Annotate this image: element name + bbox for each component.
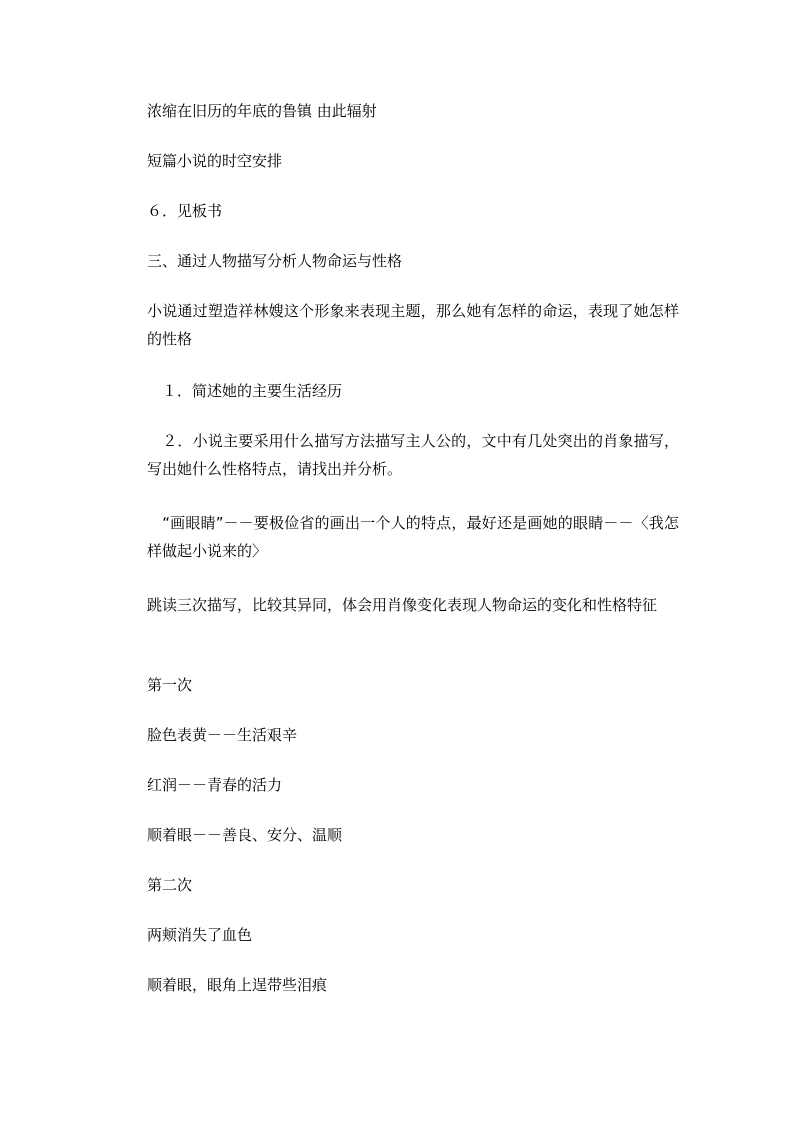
label-second-time: 第二次 bbox=[147, 876, 193, 894]
paragraph-tear-marks: 顺着眼，眼角上逞带些泪痕 bbox=[147, 976, 328, 994]
paragraph-theme-question: 小说通过塑造祥林嫂这个形象来表现主题，那么她有怎样的命运，表现了她怎样的性格 bbox=[147, 302, 679, 348]
paragraph-item-1: １．简述她的主要生活经历 bbox=[147, 382, 343, 400]
paragraph-quote-eyes: “画眼睛”－－要极俭省的画出一个人的特点，最好还是画她的眼睛－－〈我怎样做起小说来的〉 bbox=[147, 514, 679, 560]
paragraph-face-yellow: 脸色表黄－－生活艰辛 bbox=[147, 726, 298, 744]
paragraph-eyes-lowered: 顺着眼－－善良、安分、温顺 bbox=[147, 826, 343, 844]
section-heading-three: 三、通过人物描写分析人物命运与性格 bbox=[147, 252, 403, 270]
paragraph-skim-reading: 跳读三次描写，比较其异同，体会用肖像变化表现人物命运的变化和性格特征 bbox=[147, 596, 658, 614]
paragraph-item-6: ６．见板书 bbox=[147, 202, 223, 220]
paragraph-luzhen-setting: 浓缩在旧历的年底的鲁镇 由此辐射 bbox=[147, 102, 377, 120]
paragraph-cheeks-pale: 两颊消失了血色 bbox=[147, 926, 253, 944]
paragraph-item-2: ２．小说主要采用什么描写方法描写主人公的，文中有几处突出的肖象描写，写出她什么性格特点，请找出并分析。 bbox=[147, 432, 679, 478]
paragraph-rosy: 红润－－青春的活力 bbox=[147, 776, 283, 794]
label-first-time: 第一次 bbox=[147, 676, 193, 694]
paragraph-time-space: 短篇小说的时空安排 bbox=[147, 152, 283, 170]
